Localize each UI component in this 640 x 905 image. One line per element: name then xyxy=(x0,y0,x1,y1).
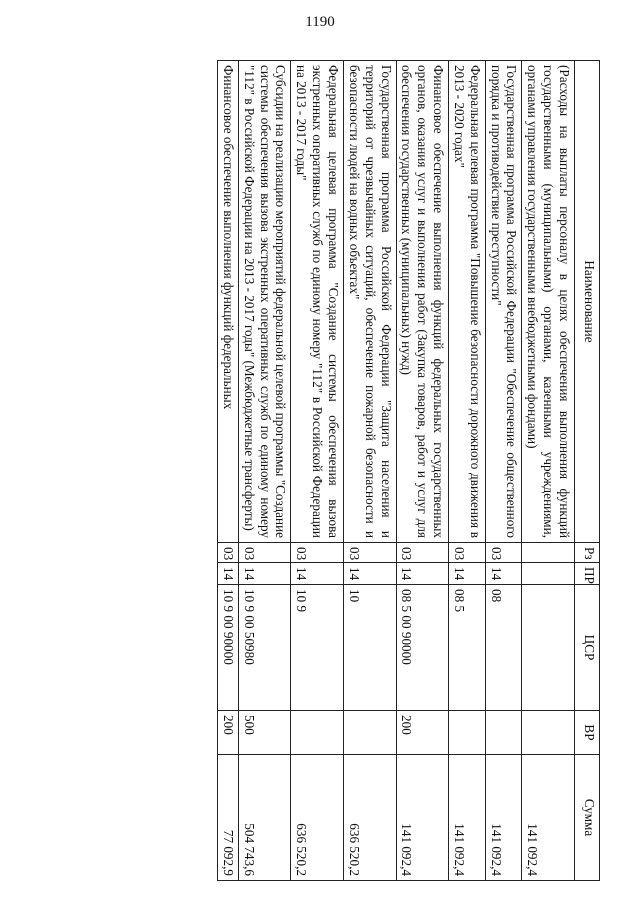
row-rz: 03 xyxy=(344,543,397,563)
row-csr: 10 9 xyxy=(291,585,344,711)
table-row xyxy=(218,61,239,881)
rotated-table-container xyxy=(95,60,600,880)
row-vr xyxy=(344,711,397,755)
row-vr: 200 xyxy=(396,711,449,755)
row-vr: 200 xyxy=(218,711,239,755)
header-name: Наименование xyxy=(575,61,600,543)
row-pr: 14 xyxy=(238,563,291,585)
row-sum: 141 092,4 xyxy=(522,755,575,881)
budget-table xyxy=(217,60,600,881)
row-sum: 504 743,6 xyxy=(238,755,291,881)
row-csr: 08 5 00 90000 xyxy=(396,585,449,711)
row-pr: 14 xyxy=(344,563,397,585)
header-csr: ЦСР xyxy=(575,585,600,711)
row-sum: 636 520,2 xyxy=(344,755,397,881)
row-csr: 08 5 xyxy=(449,585,486,711)
header-pr: ПР xyxy=(575,563,600,585)
row-csr: 08 xyxy=(485,585,522,711)
row-name: (Расходы на выплаты персоналу в целях обеспечения выполнения функций государственными (муниципальными) органами, казенными учреждениями, органами управления государственными внебюджетными фондами) xyxy=(522,61,575,543)
row-rz: 03 xyxy=(485,543,522,563)
header-vr: ВР xyxy=(575,711,600,755)
header-sum: Сумма xyxy=(575,755,600,881)
table-row xyxy=(522,61,575,881)
row-pr xyxy=(522,563,575,585)
row-sum: 636 520,2 xyxy=(291,755,344,881)
row-pr: 14 xyxy=(396,563,449,585)
row-csr: 10 xyxy=(344,585,397,711)
row-name: Финансовое обеспечение выполнения функций федеральных xyxy=(218,61,239,543)
row-rz: 03 xyxy=(218,543,239,563)
table-row xyxy=(238,61,291,881)
row-sum: 141 092,4 xyxy=(449,755,486,881)
row-vr xyxy=(485,711,522,755)
row-pr: 14 xyxy=(485,563,522,585)
row-pr: 14 xyxy=(218,563,239,585)
table-row xyxy=(396,61,449,881)
row-csr: 10 9 00 50980 xyxy=(238,585,291,711)
row-rz: 03 xyxy=(449,543,486,563)
table-row xyxy=(344,61,397,881)
page-number: 1190 xyxy=(305,14,335,30)
row-name: Субсидии на реализацию мероприятий федеральной целевой программы "Создание системы обеспечения вызова экстренных оперативных служб по единому номеру "112" в Российской Федерации на 2013 - 2017 годы" (Межбюджетные трансферты) xyxy=(238,61,291,543)
row-name: Государственная программа Российской Федерации "Защита населения и территорий от чрезвычайных ситуаций, обеспечение пожарной безопасности и безопасности людей на водных объектах" xyxy=(344,61,397,543)
row-pr: 14 xyxy=(449,563,486,585)
row-name: Государственная программа Российской Федерации "Обеспечение общественного порядка и противодействие преступности" xyxy=(485,61,522,543)
row-name: Федеральная целевая программа "Повышение безопасности дорожного движения в 2013 - 2020 годах" xyxy=(449,61,486,543)
row-pr: 14 xyxy=(291,563,344,585)
row-sum: 141 092,4 xyxy=(396,755,449,881)
row-vr: 500 xyxy=(238,711,291,755)
row-name: Финансовое обеспечение выполнения функций федеральных государственных органов, оказания услуг и выполнения работ (Закупка товаров, работ и услуг для обеспечения государственных (муниципальных) нужд) xyxy=(396,61,449,543)
row-vr xyxy=(522,711,575,755)
row-rz: 03 xyxy=(396,543,449,563)
row-sum: 141 092,4 xyxy=(485,755,522,881)
row-vr xyxy=(449,711,486,755)
row-rz: 03 xyxy=(238,543,291,563)
row-sum: 77 092,9 xyxy=(218,755,239,881)
row-rz: 03 xyxy=(291,543,344,563)
table-row xyxy=(291,61,344,881)
row-name: Федеральная целевая программа "Создание системы обеспечения вызова экстренных оперативных служб по единому номеру "112" в Российской Федерации на 2013 - 2017 годы" xyxy=(291,61,344,543)
row-csr: 10 9 00 90000 xyxy=(218,585,239,711)
table-header-row xyxy=(575,61,600,881)
table-row xyxy=(485,61,522,881)
row-rz xyxy=(522,543,575,563)
header-rz: Рз xyxy=(575,543,600,563)
row-vr xyxy=(291,711,344,755)
row-csr xyxy=(522,585,575,711)
table-row xyxy=(449,61,486,881)
